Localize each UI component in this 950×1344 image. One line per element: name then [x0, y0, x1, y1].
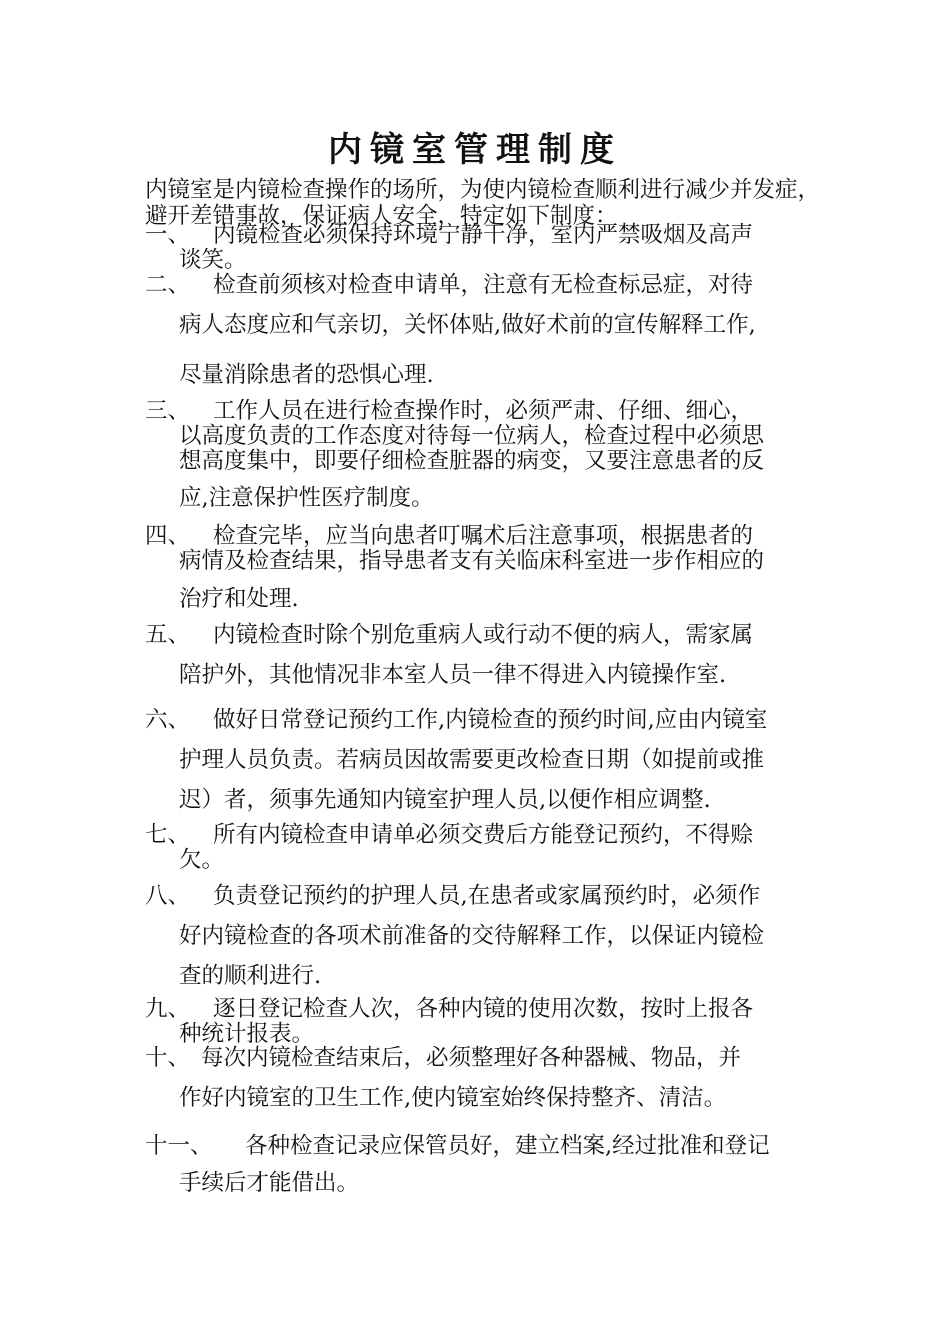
rule-number: 二、: [145, 272, 191, 298]
rule-line: 病人态度应和气亲切，关怀体贴,做好术前的宣传解释工作,: [179, 312, 756, 338]
rule-line: 以高度负责的工作态度对待每一位病人，检查过程中必须思: [179, 423, 765, 449]
rule-line: 想高度集中，即要仔细检查脏器的病变，又要注意患者的反: [179, 448, 765, 474]
rule-line: 工作人员在进行检查操作时，必须严肃、仔细、细心，: [213, 398, 754, 424]
rule-number: 三、: [145, 398, 191, 424]
rule-line: 手续后才能借出。: [179, 1170, 360, 1196]
rule-line: 内镜检查必须保持环境宁静干净，室内严禁吸烟及高声: [213, 222, 754, 248]
rule-line: 检查前须核对检查申请单，注意有无检查标忌症，对待: [213, 272, 754, 298]
rule-number: 四、: [145, 523, 191, 549]
rule-line: 查的顺利进行.: [179, 963, 322, 989]
rule-number: 七、: [145, 822, 191, 848]
rule-number: 五、: [145, 622, 191, 648]
rule-line: 种统计报表。: [179, 1021, 315, 1047]
rule-line: 好内镜检查的各项术前准备的交待解释工作，以保证内镜检: [179, 923, 765, 949]
rule-number: 九、: [145, 996, 191, 1022]
rule-line: 病情及检查结果，指导患者支有关临床科室进一步作相应的: [179, 548, 765, 574]
rule-line: 谈笑。: [179, 247, 247, 273]
rule-line: 应,注意保护性医疗制度。: [179, 485, 434, 511]
rule-line: 检查完毕，应当向患者叮嘱术后注意事项，根据患者的: [213, 523, 754, 549]
rule-line: 欠。: [179, 847, 225, 873]
rule-line: 所有内镜检查申请单必须交费后方能登记预约，不得赊: [213, 822, 754, 848]
rule-number: 十、: [145, 1045, 191, 1071]
rule-line: 负责登记预约的护理人员,在患者或家属预约时，必须作: [213, 883, 761, 909]
rule-line: 治疗和处理.: [179, 586, 299, 612]
intro-paragraph: 内镜室是内镜检查操作的场所，为使内镜检查顺利进行减少并发症，避开差错事故，保证病人安全，特定如下制度：: [145, 177, 821, 229]
rule-line: 陪护外，其他情况非本室人员一律不得进入内镜操作室.: [179, 662, 727, 688]
rule-line: 各种检查记录应保管员好，建立档案,经过批准和登记: [245, 1133, 770, 1159]
rule-number: 八、: [145, 883, 191, 909]
rule-line: 迟）者，须事先通知内镜室护理人员,以便作相应调整.: [179, 787, 711, 813]
rule-line: 逐日登记检查人次，各种内镜的使用次数，按时上报各: [213, 996, 754, 1022]
rule-number: 十一、: [145, 1133, 213, 1159]
rule-line: 尽量消除患者的恐惧心理.: [179, 362, 434, 388]
rule-line: 每次内镜检查结束后，必须整理好各种器械、物品，并: [201, 1045, 742, 1071]
rule-line: 护理人员负责。若病员因故需要更改检查日期（如提前或推: [179, 747, 765, 773]
rule-line: 内镜检查时除个别危重病人或行动不便的病人，需家属: [213, 622, 754, 648]
rule-line: 作好内镜室的卫生工作,使内镜室始终保持整齐、清洁。: [179, 1085, 727, 1111]
rule-line: 做好日常登记预约工作,内镜检查的预约时间,应由内镜室: [213, 707, 768, 733]
page-title: 内镜室管理制度: [328, 130, 622, 170]
rule-number: 六、: [145, 707, 191, 733]
rule-number: 一、: [145, 222, 191, 248]
